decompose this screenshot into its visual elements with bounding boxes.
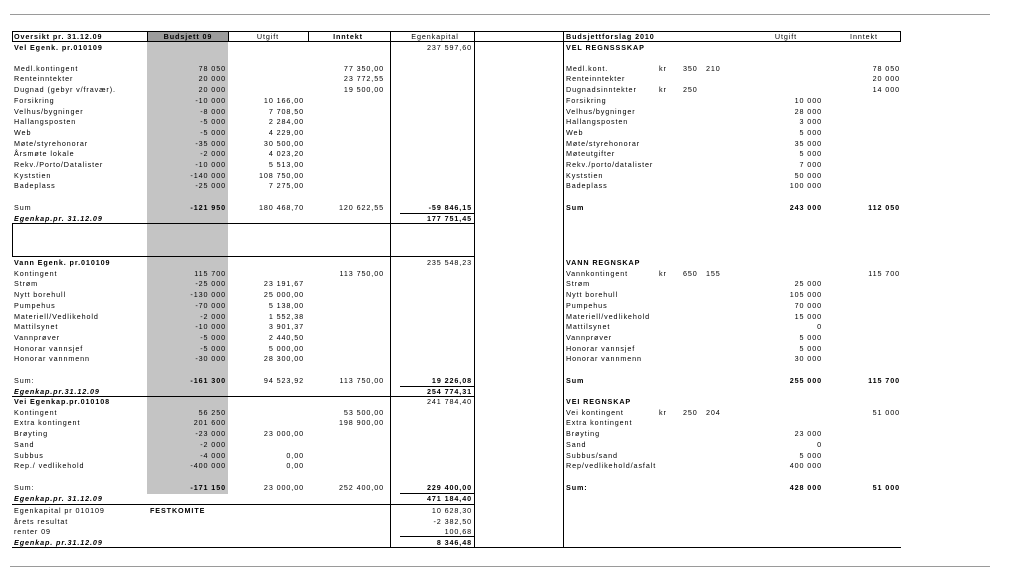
vel-row-expense: 4 023,20 xyxy=(268,149,304,159)
fest-end-label: Egenkap. pr.31.12.09 xyxy=(14,538,103,547)
right-vann-row-label: Nytt borehull xyxy=(566,290,619,300)
vann-title: Vann Egenk. pr.010109 xyxy=(14,258,111,267)
vei-row-label: Sand xyxy=(14,439,35,449)
right-vann-sum-income: 115 700 xyxy=(868,376,900,385)
header-top-border xyxy=(12,31,901,32)
right-vann-row-income: 115 700 xyxy=(868,268,900,278)
vel-row-budget: 78 050 xyxy=(198,63,226,73)
right-vei-row-label: Subbus/sand xyxy=(566,450,618,460)
right-vel-row-expense: 5 000 xyxy=(799,149,822,159)
right-vel-row-label: Kyststien xyxy=(566,170,604,180)
right-vann-row-expense: 70 000 xyxy=(794,300,822,310)
fest-row-label: årets resultat xyxy=(14,516,69,526)
right-vann-row-expense: 25 000 xyxy=(794,279,822,289)
right-vel-row-income: 78 050 xyxy=(872,63,900,73)
vel-row-expense: 7 708,50 xyxy=(268,106,304,116)
budget-header: Budsjett 09 xyxy=(163,32,213,41)
vel-row-label: Web xyxy=(14,127,32,137)
right-vel-sum-expense: 243 000 xyxy=(789,203,822,212)
right-vei-row-price: 204 xyxy=(706,407,721,417)
right-vel-row-label: Rekv./porto/datalister xyxy=(566,160,654,169)
right-vei-row-income: 51 000 xyxy=(872,407,900,417)
vel-sum-income: 120 622,55 xyxy=(339,203,384,212)
right-vel-row-count: 350 xyxy=(683,63,698,73)
right-vel-sum-label: Sum xyxy=(566,203,585,212)
vel-row-label: Hallangsposten xyxy=(14,117,77,127)
vel-row-budget: -35 000 xyxy=(195,138,226,148)
left-header-title: Oversikt pr. 31.12.09 xyxy=(14,32,103,41)
right-vel-row-expense: 28 000 xyxy=(794,106,822,116)
vei-row-budget: -2 000 xyxy=(200,439,226,449)
header-divider-5 xyxy=(563,31,564,42)
right-vann-sum-expense: 255 000 xyxy=(789,376,822,385)
vann-row-budget: -70 000 xyxy=(195,300,226,310)
vel-row-label: Dugnad (gebyr v/fravær). xyxy=(14,85,116,95)
vann-row-expense: 3 901,37 xyxy=(268,322,304,332)
right-vel-row-expense: 10 000 xyxy=(794,95,822,105)
vel-row-label: Renteinntekter xyxy=(14,74,74,84)
vei-opening-equity: 241 784,40 xyxy=(427,397,472,406)
right-vei-row-label: Vei kontingent xyxy=(566,407,624,417)
right-vel-row-count: 250 xyxy=(683,85,698,95)
vel-row-label: Årsmøte lokale xyxy=(14,149,75,159)
vei-row-label: Kontingent xyxy=(14,407,58,417)
vei-row-budget: -400 000 xyxy=(190,461,226,471)
vei-row-expense: 23 000,00 xyxy=(263,429,304,439)
vei-row-expense: 0,00 xyxy=(286,450,304,460)
vann-sum-expense: 94 523,92 xyxy=(263,376,304,385)
vel-row-expense: 2 284,00 xyxy=(268,117,304,127)
vann-opening-equity: 235 548,23 xyxy=(427,258,472,267)
vel-opening-equity: 237 597,60 xyxy=(427,43,472,52)
vel-row-budget: -25 000 xyxy=(195,181,226,191)
right-vei-sum-label: Sum: xyxy=(566,483,588,492)
vel-row-label: Rekv./Porto/Datalister xyxy=(14,160,104,169)
vei-row-label: Extra kontingent xyxy=(14,418,81,428)
fest-row-label: renter 09 xyxy=(14,527,51,537)
vel-row-income: 23 772,55 xyxy=(343,74,384,84)
right-vei-title: VEI REGNSKAP xyxy=(566,397,632,406)
right-vel-row-income: 20 000 xyxy=(872,74,900,84)
vel-row-budget: -140 000 xyxy=(190,170,226,180)
vel-row-budget: -5 000 xyxy=(200,127,226,137)
right-income-header: Inntekt xyxy=(850,32,878,41)
right-vel-row-label: Forsikring xyxy=(566,95,607,105)
right-vei-row-label: Rep/vedlikehold/asfalt xyxy=(566,461,657,471)
right-vann-row-kr: kr xyxy=(659,268,667,278)
vel-end-label: Egenkap.pr. 31.12.09 xyxy=(14,213,103,223)
right-vel-row-expense: 7 000 xyxy=(799,160,822,169)
right-expense-header: Utgift xyxy=(774,32,798,41)
fest-opening-equity: 10 628,30 xyxy=(431,506,472,515)
vann-row-budget: -130 000 xyxy=(190,290,226,300)
vei-sum-equity: 229 400,00 xyxy=(427,483,472,492)
vann-sum-income: 113 750,00 xyxy=(339,376,384,385)
vei-row-label: Rep./ vedlikehold xyxy=(14,461,85,471)
header-right-border xyxy=(900,31,901,42)
vel-end-equity: 177 751,45 xyxy=(427,213,472,223)
vel-row-budget: -8 000 xyxy=(200,106,226,116)
right-vei-row-expense: 400 000 xyxy=(789,461,822,471)
vann-row-budget: -2 000 xyxy=(200,311,226,321)
right-vann-row-label: Vannprøver xyxy=(566,332,613,342)
vei-row-label: Subbus xyxy=(14,450,44,460)
right-vel-row-price: 210 xyxy=(706,63,721,73)
vel-row-label: Kyststien xyxy=(14,170,52,180)
vann-row-label: Honorar vannmenn xyxy=(14,354,90,364)
vann-row-label: Strøm xyxy=(14,279,39,289)
vei-row-budget: 56 250 xyxy=(198,407,226,417)
vann-row-label: Pumpehus xyxy=(14,300,56,310)
vel-row-label: Forsikring xyxy=(14,95,55,105)
vann-row-expense: 25 000,00 xyxy=(263,290,304,300)
right-vel-row-label: Badeplass xyxy=(566,181,608,191)
right-vei-row-expense: 23 000 xyxy=(794,429,822,439)
vel-row-expense: 108 750,00 xyxy=(259,170,304,180)
vel-row-expense: 4 229,00 xyxy=(268,127,304,137)
vann-row-budget: -25 000 xyxy=(195,279,226,289)
vel-sum-equity: -59 846,15 xyxy=(428,203,472,212)
vel-row-label: Badeplass xyxy=(14,181,56,191)
vel-sum-expense: 180 468,70 xyxy=(259,203,304,212)
fest-sum-underline xyxy=(400,536,474,537)
right-vei-row-label: Extra kontingent xyxy=(566,418,633,428)
fest-title: Egenkapital pr 010109 xyxy=(14,506,105,515)
expense-header: Utgift xyxy=(256,32,280,41)
right-vel-row-income: 14 000 xyxy=(872,85,900,95)
vel-row-expense: 5 513,00 xyxy=(268,160,304,169)
right-vann-row-label: Vannkontingent xyxy=(566,268,629,278)
header-divider-3 xyxy=(390,31,391,42)
vel-row-budget: 20 000 xyxy=(198,85,226,95)
right-vel-row-label: Hallangsposten xyxy=(566,117,629,127)
right-vel-row-expense: 3 000 xyxy=(799,117,822,127)
header-left-border xyxy=(12,31,13,42)
right-vann-row-label: Strøm xyxy=(566,279,591,289)
right-vel-row-kr: kr xyxy=(659,63,667,73)
vel-row-expense: 10 166,00 xyxy=(263,95,304,105)
right-vann-row-label: Mattilsynet xyxy=(566,322,611,332)
right-vann-row-expense: 5 000 xyxy=(799,332,822,342)
vann-sum-label: Sum: xyxy=(14,376,35,385)
right-vel-row-label: Renteinntekter xyxy=(566,74,626,84)
right-vann-sum-label: Sum xyxy=(566,376,585,385)
right-vann-row-price: 155 xyxy=(706,268,721,278)
vel-row-budget: -5 000 xyxy=(200,117,226,127)
header-bottom-border xyxy=(12,41,901,42)
vann-row-expense: 1 552,38 xyxy=(268,311,304,321)
vei-row-budget: -4 000 xyxy=(200,450,226,460)
right-vann-row-count: 650 xyxy=(683,268,698,278)
top-rule xyxy=(10,14,990,15)
vann-row-expense: 5 138,00 xyxy=(268,300,304,310)
vel-row-income: 77 350,00 xyxy=(343,63,384,73)
vann-sum-budget: -161 300 xyxy=(190,376,226,385)
vei-row-expense: 0,00 xyxy=(286,461,304,471)
vann-row-expense: 28 300,00 xyxy=(263,354,304,364)
vann-end-equity: 254 774,31 xyxy=(427,386,472,396)
vann-row-expense: 5 000,00 xyxy=(268,343,304,353)
empty-box-bottom xyxy=(12,256,474,257)
bottom-rule xyxy=(10,566,990,567)
right-vel-row-label: Møte/styrehonorar xyxy=(566,138,641,148)
vei-row-income: 53 500,00 xyxy=(343,407,384,417)
vann-row-income: 113 750,00 xyxy=(339,268,384,278)
right-vel-sum-income: 112 050 xyxy=(868,203,900,212)
vel-row-expense: 7 275,00 xyxy=(268,181,304,191)
vann-row-budget: -30 000 xyxy=(195,354,226,364)
vel-title: Vel Egenk. pr.010109 xyxy=(14,43,103,52)
right-vel-row-label: Medl.kont. xyxy=(566,63,609,73)
vei-row-label: Brøyting xyxy=(14,429,48,439)
vel-row-budget: -10 000 xyxy=(195,95,226,105)
right-vei-row-label: Brøyting xyxy=(566,429,600,439)
right-vel-row-label: Velhus/bygninger xyxy=(566,106,636,116)
vann-row-label: Materiell/Vedlikehold xyxy=(14,311,99,321)
vann-row-expense: 23 191,67 xyxy=(263,279,304,289)
right-vann-row-expense: 30 000 xyxy=(794,354,822,364)
empty-box-left xyxy=(12,223,13,257)
right-vel-row-expense: 50 000 xyxy=(794,170,822,180)
right-header-title: Budsjettforslag 2010 xyxy=(566,32,655,41)
header-divider-2 xyxy=(308,31,309,42)
right-vann-row-expense: 15 000 xyxy=(794,311,822,321)
vei-sum-label: Sum: xyxy=(14,483,35,492)
vel-row-income: 19 500,00 xyxy=(343,85,384,95)
vel-row-budget: 20 000 xyxy=(198,74,226,84)
right-vei-sum-income: 51 000 xyxy=(872,483,900,492)
right-vann-row-label: Honorar vannsjef xyxy=(566,343,636,353)
vei-row-income: 198 900,00 xyxy=(339,418,384,428)
vel-row-label: Medl.kontingent xyxy=(14,63,79,73)
vann-row-budget: -5 000 xyxy=(200,332,226,342)
vel-row-budget: -10 000 xyxy=(195,160,226,169)
right-vel-row-expense: 5 000 xyxy=(799,127,822,137)
vann-row-label: Honorar vannsjef xyxy=(14,343,84,353)
right-vann-row-label: Materiell/vedlikehold xyxy=(566,311,651,321)
vann-row-label: Vannprøver xyxy=(14,332,61,342)
right-vann-row-label: Pumpehus xyxy=(566,300,608,310)
vel-row-label: Møte/styrehonorar xyxy=(14,138,89,148)
vann-row-budget: 115 700 xyxy=(194,268,226,278)
right-vei-row-count: 250 xyxy=(683,407,698,417)
vann-row-expense: 2 440,50 xyxy=(268,332,304,342)
right-vei-row-kr: kr xyxy=(659,407,667,417)
right-vel-row-expense: 100 000 xyxy=(789,181,822,191)
right-vel-row-expense: 35 000 xyxy=(794,138,822,148)
vel-sum-budget: -121 950 xyxy=(190,203,226,212)
vei-row-budget: 201 600 xyxy=(193,418,226,428)
right-vann-title: VANN REGNSKAP xyxy=(566,258,641,267)
right-block-left-border xyxy=(563,42,564,548)
fest-row-equity: -2 382,50 xyxy=(433,516,472,526)
table-bottom-border xyxy=(12,547,901,548)
fest-row-equity: 100,68 xyxy=(444,527,472,537)
vei-row-budget: -23 000 xyxy=(195,429,226,439)
vann-row-label: Mattilsynet xyxy=(14,322,59,332)
right-vann-row-label: Honorar vannmenn xyxy=(566,354,642,364)
right-vel-row-label: Web xyxy=(566,127,584,137)
right-vann-row-expense: 5 000 xyxy=(799,343,822,353)
vei-title: Vei Egenkap.pr.010108 xyxy=(14,397,111,406)
right-vei-row-expense: 0 xyxy=(817,439,822,449)
right-vel-row-label: Dugnadsinntekter xyxy=(566,85,637,95)
empty-box-top xyxy=(12,223,474,224)
right-vei-sum-expense: 428 000 xyxy=(789,483,822,492)
right-vei-row-expense: 5 000 xyxy=(799,450,822,460)
header-divider-4 xyxy=(474,31,475,42)
right-vann-row-expense: 0 xyxy=(817,322,822,332)
vann-end-label: Egenkap.pr.31.12.09 xyxy=(14,386,100,396)
vel-row-budget: -2 000 xyxy=(200,149,226,159)
vel-row-label: Velhus/bygninger xyxy=(14,106,84,116)
header-divider-1 xyxy=(228,31,229,42)
fest-end-equity: 8 346,48 xyxy=(436,538,472,547)
right-vei-row-label: Sand xyxy=(566,439,587,449)
vann-row-budget: -5 000 xyxy=(200,343,226,353)
equity-col-left-border xyxy=(390,42,391,548)
vann-row-label: Nytt borehull xyxy=(14,290,67,300)
vei-sum-expense: 23 000,00 xyxy=(263,483,304,492)
right-vel-title: VEL REGNSSSKAP xyxy=(566,43,645,52)
vann-row-label: Kontingent xyxy=(14,268,58,278)
vann-sum-equity: 19 226,08 xyxy=(431,376,472,385)
vel-row-expense: 30 500,00 xyxy=(263,138,304,148)
header-divider-0 xyxy=(147,31,148,42)
vann-row-budget: -10 000 xyxy=(195,322,226,332)
equity-header: Egenkapital xyxy=(411,32,459,41)
equity-col-right-border xyxy=(474,42,475,548)
income-header: Inntekt xyxy=(333,32,363,41)
vei-end-label: Egenkap.pr. 31.12.09 xyxy=(14,493,103,503)
vei-sum-income: 252 400,00 xyxy=(339,483,384,492)
right-vel-row-label: Møteutgifter xyxy=(566,149,616,159)
fest-top-border xyxy=(12,504,474,505)
vei-end-equity: 471 184,40 xyxy=(427,493,472,503)
fest-name: FESTKOMITE xyxy=(150,506,206,515)
vel-sum-label: Sum xyxy=(14,203,32,212)
vei-sum-budget: -171 150 xyxy=(190,483,226,492)
right-vel-row-kr: kr xyxy=(659,85,667,95)
right-vann-row-expense: 105 000 xyxy=(789,290,822,300)
